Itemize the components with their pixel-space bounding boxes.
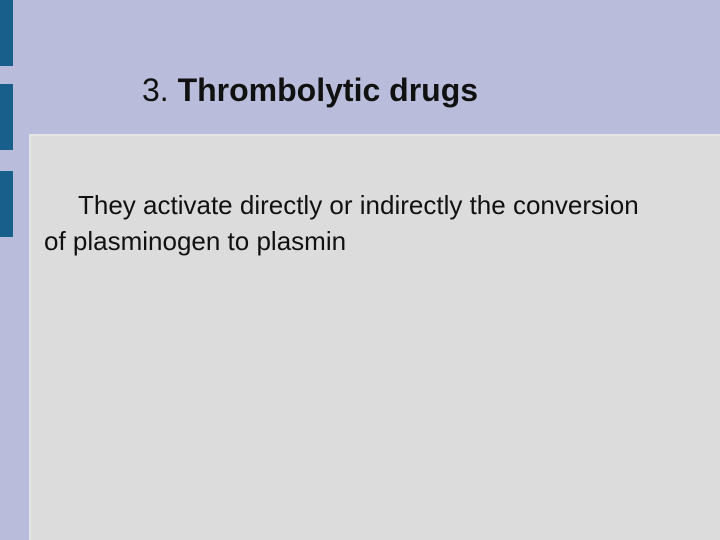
slide-title xyxy=(142,70,478,110)
title-number: 3. xyxy=(142,72,169,108)
body-text: They activate directly or indirectly the conversion of plasminogen to plasmin xyxy=(44,190,639,256)
accent-bar-top xyxy=(0,0,13,66)
accent-bar-middle xyxy=(0,84,13,150)
accent-bar-bottom xyxy=(0,171,13,237)
title-text: Thrombolytic drugs xyxy=(177,72,479,108)
